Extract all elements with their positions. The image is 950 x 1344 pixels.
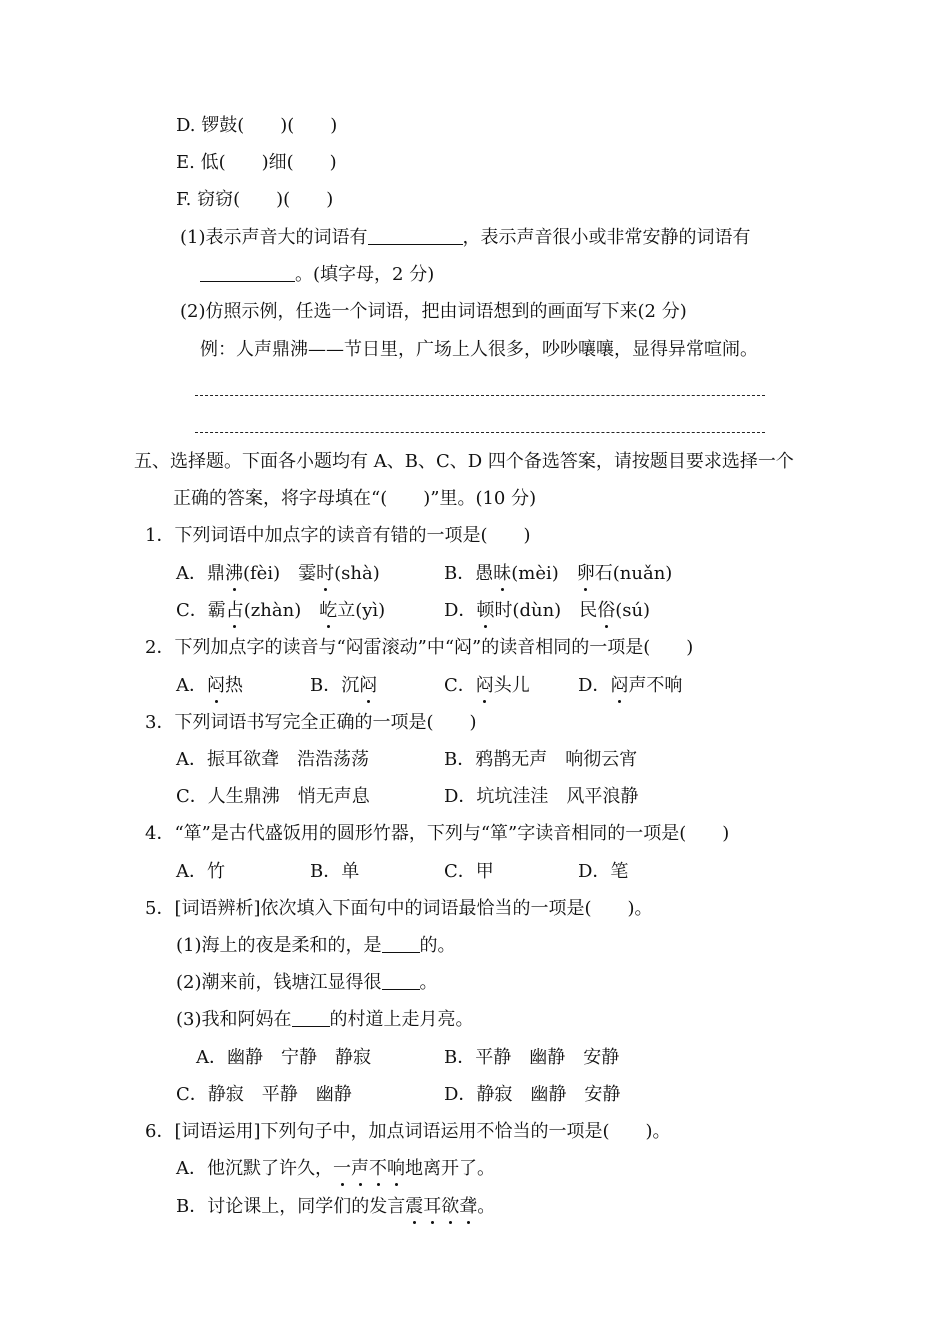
q6a-text-2: 地离开了。 [405,1158,495,1179]
question-6-stem: 6．[词语运用]下列句子中，加点词语运用不恰当的一项是( )。 [145,1121,671,1142]
q2b-text-1: B．沉 [310,675,360,696]
q6a-dotted-char-3: 不 [369,1158,387,1179]
q1b-text-1: B．愚 [444,563,494,584]
q5-option-b[interactable]: B．平静 幽静 安静 [444,1047,620,1068]
q2d-dotted-char: 闷 [610,675,629,696]
q1a-text-2: (fèi) 霎 [243,563,317,584]
q6a-dotted-char-1: 一 [333,1158,351,1179]
q1a-dotted-char-2: 时 [316,563,335,584]
q6b-text-2: 。 [477,1196,496,1217]
q1-text-b: ，表示声音很小或非常安静的词语有 [462,227,751,248]
q2-option-d[interactable] [578,674,682,698]
answer-blank-quiet[interactable] [200,263,295,282]
q5-sentence-1 [176,934,456,958]
q6b-text-1: B．讨论课上，同学们的发言 [176,1196,406,1217]
q5-option-a[interactable]: A．幽静 宁静 静寂 [196,1047,371,1068]
q4-option-b[interactable]: B．单 [310,861,360,882]
part4-question-1-line2 [200,263,434,287]
q6b-dotted-char-2: 耳 [423,1196,442,1217]
q3-option-d[interactable]: D．坑坑洼洼 风平浪静 [444,786,639,807]
q1-option-d[interactable] [444,599,650,623]
q6-option-a[interactable] [176,1157,495,1181]
q1b-text-2: (mèi) [511,563,577,584]
q5s3-blank[interactable] [292,1008,330,1027]
answer-line-2[interactable] [195,432,765,433]
q5s3-text-b: 的村道上走月亮。 [329,1009,474,1030]
part4-question-1-line1 [180,226,751,250]
part4-question-2: (2)仿照示例，任选一个词语，把由词语想到的画面写下来(2 分) [180,301,687,322]
q1b-dotted-char-1: 昧 [493,563,512,584]
q2b-dotted-char: 闷 [359,675,378,696]
option-e-di-xi: E. 低( )细( ) [176,152,337,173]
question-3-stem: 3．下列词语书写完全正确的一项是( ) [145,712,477,733]
q5-sentence-2 [176,971,438,995]
q1d-text-3: (sú) [615,600,651,621]
q4-option-d[interactable]: D．笔 [578,861,629,882]
part4-example: 例：人声鼎沸——节日里，广场上人很多，吵吵嚷嚷，显得异常喧闹。 [200,339,758,360]
q5-option-d[interactable]: D．静寂 幽静 安静 [444,1084,621,1105]
q6-option-b[interactable] [176,1195,495,1219]
q1-text-c: 。(填字母，2 分) [295,264,435,285]
q2d-text-1: D． [578,675,611,696]
q5s2-blank[interactable] [382,971,420,990]
q1c-text-1: C．霸 [176,600,226,621]
q2c-text-2: 头儿 [493,675,530,696]
q5s1-text-a: (1)海上的夜是柔和的，是 [176,935,382,956]
answer-blank-loud[interactable] [368,226,463,245]
q1d-dotted-char-1: 顿 [476,600,495,621]
question-2-stem: 2．下列加点字的读音与“闷雷滚动”中“闷”的读音相同的一项是( ) [145,637,694,658]
option-d-luogu: D. 锣鼓( )( ) [176,115,338,136]
q2c-dotted-char: 闷 [475,675,494,696]
q6b-dotted-char-3: 欲 [441,1196,460,1217]
question-1-stem: 1．下列词语中加点字的读音有错的一项是( ) [145,525,531,546]
q3-option-b[interactable]: B．鸦鹊无声 响彻云宵 [444,749,638,770]
part5-heading-line2: 正确的答案，将字母填在“( )”里。(10 分) [173,488,537,509]
q1c-text-3: 立(yì) [337,600,386,621]
q3-option-a[interactable]: A．振耳欲聋 浩浩荡荡 [176,749,369,770]
option-f-qieqie: F. 窃窃( )( ) [176,189,334,210]
q5-sentence-3 [176,1008,474,1032]
q2d-text-2: 声不响 [628,675,683,696]
q1b-text-3: 石(nuǎn) [594,563,673,584]
q1d-dotted-char-2: 俗 [597,600,616,621]
q2c-text-1: C． [444,675,476,696]
q6b-dotted-char-1: 震 [405,1196,424,1217]
q4-option-c[interactable]: C．甲 [444,861,494,882]
q1c-dotted-char-1: 占 [225,600,244,621]
q2-option-b[interactable] [310,674,377,698]
q5s3-text-a: (3)我和阿妈在 [176,1009,292,1030]
q4-option-a[interactable]: A．竹 [176,861,225,882]
q2a-text-1: A． [176,675,207,696]
q3-option-c[interactable]: C．人生鼎沸 悄无声息 [176,786,370,807]
part5-heading-line1: 五、选择题。下面各小题均有 A、B、C、D 四个备选答案，请按题目要求选择一个 [134,451,794,472]
q1-option-c[interactable] [176,599,385,623]
q6a-text-1: A．他沉默了许久， [176,1158,333,1179]
q1c-text-2: (zhàn) [243,600,320,621]
q2-option-a[interactable] [176,674,243,698]
q6a-dotted-char-2: 声 [351,1158,369,1179]
q1a-text-3: (shà) [334,563,380,584]
q5s2-text-a: (2)潮来前，钱塘江显得很 [176,972,382,993]
q2a-dotted-char: 闷 [207,675,225,696]
q1b-dotted-char-2: 卵 [576,563,595,584]
q5s1-text-b: 的。 [419,935,456,956]
q5s2-text-b: 。 [419,972,438,993]
answer-line-1[interactable] [195,395,765,396]
q1a-text-1: A．鼎 [176,563,225,584]
q6a-dotted-char-4: 响 [387,1158,405,1179]
q1a-dotted-char-1: 沸 [225,563,243,584]
question-5-stem: 5．[词语辨析]依次填入下面句中的词语最恰当的一项是( )。 [145,898,653,919]
q2-option-c[interactable] [444,674,530,698]
q1c-dotted-char-2: 屹 [319,600,338,621]
q2a-text-2: 热 [225,675,243,696]
q5-option-c[interactable]: C．静寂 平静 幽静 [176,1084,352,1105]
q6b-dotted-char-4: 聋 [459,1196,478,1217]
q1d-text-1: D． [444,600,477,621]
q1-option-a[interactable] [176,562,380,586]
q1-option-b[interactable] [444,562,672,586]
q5s1-blank[interactable] [382,934,420,953]
question-4-stem: 4．“箪”是古代盛饭用的圆形竹器，下列与“箪”字读音相同的一项是( ) [145,823,730,844]
q1d-text-2: 时(dùn) 民 [494,600,598,621]
q1-text-a: (1)表示声音大的词语有 [180,227,368,248]
